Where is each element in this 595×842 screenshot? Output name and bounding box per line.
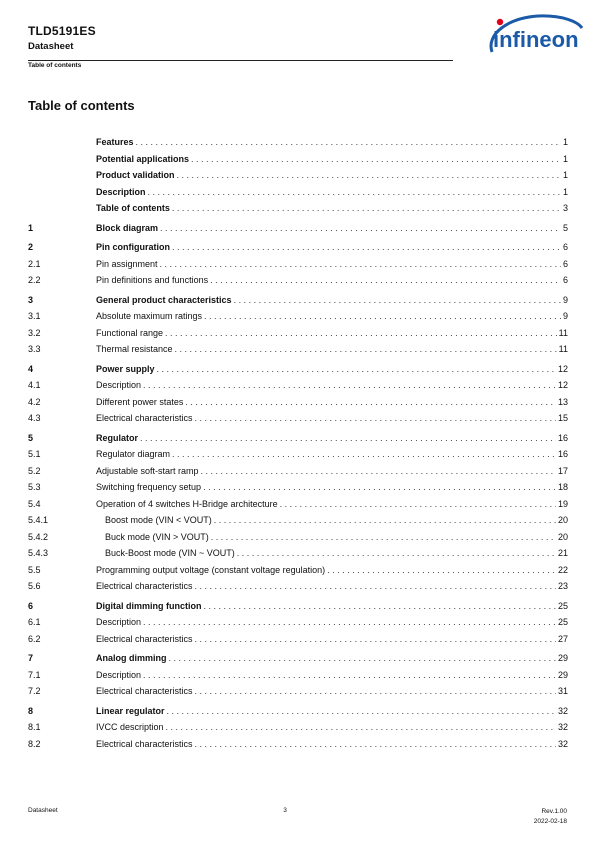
- toc-dot-leader: [234, 292, 561, 309]
- toc-entry-body: [96, 292, 568, 309]
- toc-entry-label[interactable]: Electrical characteristics: [96, 738, 193, 749]
- toc-entry-label[interactable]: Description: [96, 617, 142, 627]
- toc-entry[interactable]: [28, 719, 568, 736]
- toc-dot-leader: [160, 256, 561, 273]
- toc-entry-number: 5.6: [28, 581, 41, 591]
- toc-entry-number: 3.1: [28, 311, 41, 321]
- toc-entry[interactable]: [28, 377, 568, 394]
- toc-dot-leader: [143, 377, 556, 394]
- footer-revision: Rev.1.00: [541, 808, 567, 815]
- toc-dot-leader: [214, 512, 556, 529]
- toc-entry-body: [96, 256, 568, 273]
- toc-entry-label[interactable]: Pin assignment: [96, 258, 158, 269]
- toc-entry-body: [96, 394, 568, 411]
- toc-entry-body: [105, 545, 568, 562]
- toc-entry-page[interactable]: 11: [558, 344, 568, 354]
- toc-entry[interactable]: [28, 529, 568, 546]
- toc-entry-body: [96, 341, 568, 358]
- footer-revision-block: [534, 807, 567, 827]
- toc-entry-label[interactable]: Programming output voltage (constant voltage regulation): [96, 564, 326, 575]
- toc-entry-page[interactable]: 3: [562, 203, 568, 213]
- toc-entry[interactable]: [28, 239, 568, 256]
- toc-entry-label[interactable]: Buck-Boost mode (VIN ~ VOUT): [105, 548, 235, 558]
- toc-entry-page[interactable]: 1: [562, 137, 568, 147]
- toc-entry[interactable]: [28, 134, 568, 151]
- toc-entry-label[interactable]: Power supply: [96, 363, 155, 374]
- toc-entry-page[interactable]: 22: [557, 564, 568, 575]
- toc-entry-number: 6: [28, 600, 34, 611]
- toc-entry-body: [105, 529, 568, 546]
- toc-entry-number: 5.4.1: [28, 515, 49, 525]
- footer-page-number: 3: [283, 807, 287, 814]
- toc-entry[interactable]: [28, 736, 568, 753]
- infineon-logo: [478, 12, 588, 62]
- toc-dot-leader: [136, 134, 561, 151]
- toc-entry-page[interactable]: 29: [557, 653, 568, 663]
- toc-entry-number: 2.2: [28, 275, 41, 285]
- toc-dot-leader: [143, 614, 556, 631]
- toc-entry-page[interactable]: 27: [557, 633, 568, 644]
- toc-entry-body: [96, 272, 568, 289]
- toc-entry-body: [96, 703, 568, 720]
- toc-entry[interactable]: [28, 325, 568, 342]
- toc-entry-body: [96, 151, 568, 168]
- toc-entry[interactable]: [28, 650, 568, 667]
- toc-dot-leader: [203, 479, 556, 496]
- toc-dot-leader: [175, 341, 557, 358]
- toc-entry-number: 3.3: [28, 344, 41, 354]
- toc-entry-number: 7: [28, 653, 34, 663]
- toc-entry[interactable]: [28, 562, 568, 579]
- toc-entry-page[interactable]: 17: [557, 465, 568, 476]
- toc-entry-page[interactable]: 20: [557, 531, 568, 542]
- toc-entry-page[interactable]: 1: [562, 186, 568, 197]
- toc-dot-leader: [210, 272, 561, 289]
- toc-dot-leader: [157, 361, 556, 378]
- toc-entry-body: [96, 446, 568, 463]
- toc-entry-body: [96, 562, 568, 579]
- toc-entry[interactable]: [28, 430, 568, 447]
- toc-dot-leader: [172, 239, 561, 256]
- toc-entry-label[interactable]: Different power states: [96, 396, 184, 407]
- toc-entry-body: [96, 667, 568, 684]
- toc-entry-body: [96, 631, 568, 648]
- toc-entry-body: [96, 410, 568, 427]
- toc-entry-page[interactable]: 29: [557, 669, 568, 680]
- toc-entry[interactable]: [28, 200, 568, 217]
- toc-entry-number: 3: [28, 294, 34, 305]
- toc-entry-page[interactable]: 25: [557, 617, 568, 627]
- toc-entry[interactable]: [28, 410, 568, 427]
- toc-entry-page[interactable]: 5: [562, 222, 568, 233]
- toc-entry-number: 8.2: [28, 738, 41, 749]
- toc-entry-body: [96, 200, 568, 217]
- toc-entry-label[interactable]: Boost mode (VIN < VOUT): [105, 515, 212, 525]
- toc-entry[interactable]: [28, 463, 568, 480]
- toc-entry[interactable]: [28, 578, 568, 595]
- toc-entry-number: 4: [28, 363, 34, 374]
- toc-entry-body: [96, 167, 568, 184]
- toc-entry-number: 8: [28, 705, 34, 716]
- toc-entry-page[interactable]: 31: [557, 686, 568, 696]
- toc-entry-label[interactable]: Description: [96, 186, 146, 197]
- toc-dot-leader: [204, 598, 556, 615]
- toc-entry-label[interactable]: General product characteristics: [96, 294, 232, 305]
- page-title: Table of contents: [28, 98, 135, 113]
- toc-entry-number: 5.1: [28, 449, 41, 459]
- toc-entry-label[interactable]: Absolute maximum ratings: [96, 311, 203, 321]
- toc-entry-page[interactable]: 32: [557, 738, 568, 749]
- toc-entry-page[interactable]: 18: [557, 482, 568, 492]
- toc-dot-leader: [195, 736, 556, 753]
- toc-entry-number: 2.1: [28, 258, 41, 269]
- toc-entry-page[interactable]: 16: [557, 449, 568, 459]
- table-of-contents: [28, 134, 568, 752]
- toc-dot-leader: [165, 325, 557, 342]
- header-divider: [28, 60, 453, 61]
- toc-entry-page[interactable]: 9: [562, 294, 568, 305]
- toc-entry-number: 5.4: [28, 498, 41, 509]
- toc-entry-body: [96, 308, 568, 325]
- toc-entry-label[interactable]: Description: [96, 380, 142, 390]
- toc-entry-number: 1: [28, 222, 34, 233]
- toc-entry-label[interactable]: Switching frequency setup: [96, 482, 202, 492]
- toc-dot-leader: [169, 650, 556, 667]
- toc-entry[interactable]: [28, 167, 568, 184]
- toc-entry[interactable]: [28, 361, 568, 378]
- toc-entry-label[interactable]: Table of contents: [96, 203, 170, 213]
- toc-entry-number: 8.1: [28, 722, 41, 732]
- toc-dot-leader: [195, 410, 556, 427]
- toc-entry-label[interactable]: Regulator diagram: [96, 449, 171, 459]
- logo-dot: [497, 19, 503, 25]
- toc-entry-number: 5: [28, 432, 34, 443]
- toc-entry-page[interactable]: 1: [562, 170, 568, 180]
- toc-entry-number: 7.1: [28, 669, 41, 680]
- toc-entry[interactable]: [28, 308, 568, 325]
- toc-entry-body: [96, 736, 568, 753]
- toc-dot-leader: [172, 446, 556, 463]
- toc-dot-leader: [185, 394, 556, 411]
- toc-entry[interactable]: [28, 446, 568, 463]
- toc-entry-page[interactable]: 23: [557, 581, 568, 591]
- toc-entry-number: 2: [28, 242, 34, 252]
- toc-entry-body: [96, 377, 568, 394]
- toc-entry-body: [96, 184, 568, 201]
- toc-entry-body: [96, 496, 568, 513]
- header-product-title: TLD5191ES: [28, 24, 96, 38]
- toc-entry[interactable]: [28, 496, 568, 513]
- footer-date: 2022-02-18: [533, 818, 567, 825]
- toc-entry-label[interactable]: Electrical characteristics: [96, 413, 193, 423]
- toc-dot-leader: [195, 683, 556, 700]
- toc-entry-label[interactable]: Electrical characteristics: [96, 686, 193, 696]
- toc-entry-body: [105, 512, 568, 529]
- logo-wordmark: infineon: [493, 27, 579, 52]
- toc-dot-leader: [237, 545, 556, 562]
- toc-entry-body: [96, 614, 568, 631]
- toc-entry-label[interactable]: Digital dimming function: [96, 600, 202, 611]
- toc-dot-leader: [195, 578, 556, 595]
- toc-entry-label[interactable]: Potential applications: [96, 153, 190, 164]
- toc-entry[interactable]: [28, 184, 568, 201]
- toc-entry-number: 5.5: [28, 564, 41, 575]
- toc-entry-page[interactable]: 12: [557, 363, 568, 374]
- toc-entry-number: 6.2: [28, 633, 41, 644]
- toc-entry-page[interactable]: 32: [557, 705, 568, 716]
- toc-entry-page[interactable]: 15: [557, 413, 568, 423]
- toc-entry-label[interactable]: Pin definitions and functions: [96, 275, 209, 285]
- toc-entry-label[interactable]: Thermal resistance: [96, 344, 173, 354]
- toc-dot-leader: [191, 151, 561, 168]
- toc-entry-page[interactable]: 21: [557, 548, 568, 558]
- header-section-label: Table of contents: [28, 62, 82, 69]
- toc-dot-leader: [148, 184, 561, 201]
- toc-entry-number: 5.4.3: [28, 548, 49, 558]
- toc-entry-page[interactable]: 32: [557, 722, 568, 732]
- toc-entry[interactable]: [28, 683, 568, 700]
- toc-entry-label[interactable]: Features: [96, 137, 134, 147]
- toc-entry-body: [96, 650, 568, 667]
- toc-entry-body: [96, 361, 568, 378]
- toc-entry-number: 4.2: [28, 396, 41, 407]
- toc-dot-leader: [172, 200, 561, 217]
- toc-entry-label[interactable]: IVCC description: [96, 722, 164, 732]
- toc-entry-page[interactable]: 1: [562, 153, 568, 164]
- toc-entry-body: [96, 578, 568, 595]
- toc-entry-page[interactable]: 9: [562, 311, 568, 321]
- toc-entry[interactable]: [28, 545, 568, 562]
- toc-entry-label[interactable]: Linear regulator: [96, 705, 165, 716]
- toc-entry-body: [96, 719, 568, 736]
- toc-dot-leader: [204, 308, 561, 325]
- toc-entry-page[interactable]: 19: [557, 498, 568, 509]
- toc-entry-body: [96, 239, 568, 256]
- toc-entry-body: [96, 430, 568, 447]
- toc-entry[interactable]: [28, 512, 568, 529]
- toc-entry[interactable]: [28, 667, 568, 684]
- toc-entry-number: 6.1: [28, 617, 41, 627]
- toc-dot-leader: [140, 430, 556, 447]
- toc-entry-page[interactable]: 12: [557, 380, 568, 390]
- footer-doc-type: Datasheet: [28, 807, 58, 814]
- toc-entry-label[interactable]: Electrical characteristics: [96, 633, 193, 644]
- toc-entry-body: [96, 134, 568, 151]
- toc-entry-page[interactable]: 16: [557, 432, 568, 443]
- toc-entry-number: 4.1: [28, 380, 41, 390]
- toc-entry[interactable]: [28, 292, 568, 309]
- toc-entry[interactable]: [28, 272, 568, 289]
- toc-entry[interactable]: [28, 614, 568, 631]
- toc-entry-page[interactable]: 6: [562, 258, 568, 269]
- toc-entry-number: 3.2: [28, 327, 41, 338]
- toc-entry-body: [96, 598, 568, 615]
- header-doc-type: Datasheet: [28, 41, 74, 52]
- toc-entry-body: [96, 479, 568, 496]
- toc-entry-page[interactable]: 25: [557, 600, 568, 611]
- toc-entry-label[interactable]: Analog dimming: [96, 653, 167, 663]
- toc-entry-page[interactable]: 20: [557, 515, 568, 525]
- toc-entry[interactable]: [28, 394, 568, 411]
- toc-entry-label[interactable]: Electrical characteristics: [96, 581, 193, 591]
- toc-entry[interactable]: [28, 703, 568, 720]
- toc-entry-number: 5.2: [28, 465, 41, 476]
- toc-dot-leader: [280, 496, 556, 513]
- toc-entry-number: 5.3: [28, 482, 41, 492]
- toc-dot-leader: [160, 220, 561, 237]
- toc-entry-page[interactable]: 13: [557, 396, 568, 407]
- toc-entry-body: [96, 220, 568, 237]
- toc-entry[interactable]: [28, 341, 568, 358]
- toc-entry-label[interactable]: Description: [96, 669, 142, 680]
- toc-entry-body: [96, 683, 568, 700]
- toc-dot-leader: [201, 463, 556, 480]
- toc-entry[interactable]: [28, 631, 568, 648]
- toc-entry-label[interactable]: Pin configuration: [96, 242, 170, 252]
- toc-entry-body: [96, 325, 568, 342]
- toc-dot-leader: [211, 529, 556, 546]
- toc-entry-page[interactable]: 6: [562, 242, 568, 252]
- toc-entry[interactable]: [28, 256, 568, 273]
- toc-dot-leader: [167, 703, 556, 720]
- toc-entry[interactable]: [28, 151, 568, 168]
- toc-entry-label[interactable]: Adjustable soft-start ramp: [96, 465, 199, 476]
- toc-entry-page[interactable]: 11: [558, 327, 568, 338]
- toc-dot-leader: [177, 167, 561, 184]
- toc-dot-leader: [195, 631, 556, 648]
- toc-entry-page[interactable]: 6: [562, 275, 568, 285]
- toc-entry[interactable]: [28, 598, 568, 615]
- toc-entry-label[interactable]: Operation of 4 switches H-Bridge architecture: [96, 498, 278, 509]
- toc-entry-label[interactable]: Functional range: [96, 327, 164, 338]
- toc-dot-leader: [166, 719, 556, 736]
- toc-entry[interactable]: [28, 479, 568, 496]
- toc-entry-label[interactable]: Regulator: [96, 432, 139, 443]
- toc-entry-number: 4.3: [28, 413, 41, 423]
- toc-entry[interactable]: [28, 220, 568, 237]
- toc-entry-number: 5.4.2: [28, 531, 49, 542]
- toc-entry-label[interactable]: Block diagram: [96, 222, 159, 233]
- toc-entry-label[interactable]: Buck mode (VIN > VOUT): [105, 531, 209, 542]
- toc-dot-leader: [143, 667, 556, 684]
- toc-dot-leader: [327, 562, 556, 579]
- toc-entry-number: 7.2: [28, 686, 41, 696]
- toc-entry-body: [96, 463, 568, 480]
- toc-entry-label[interactable]: Product validation: [96, 170, 175, 180]
